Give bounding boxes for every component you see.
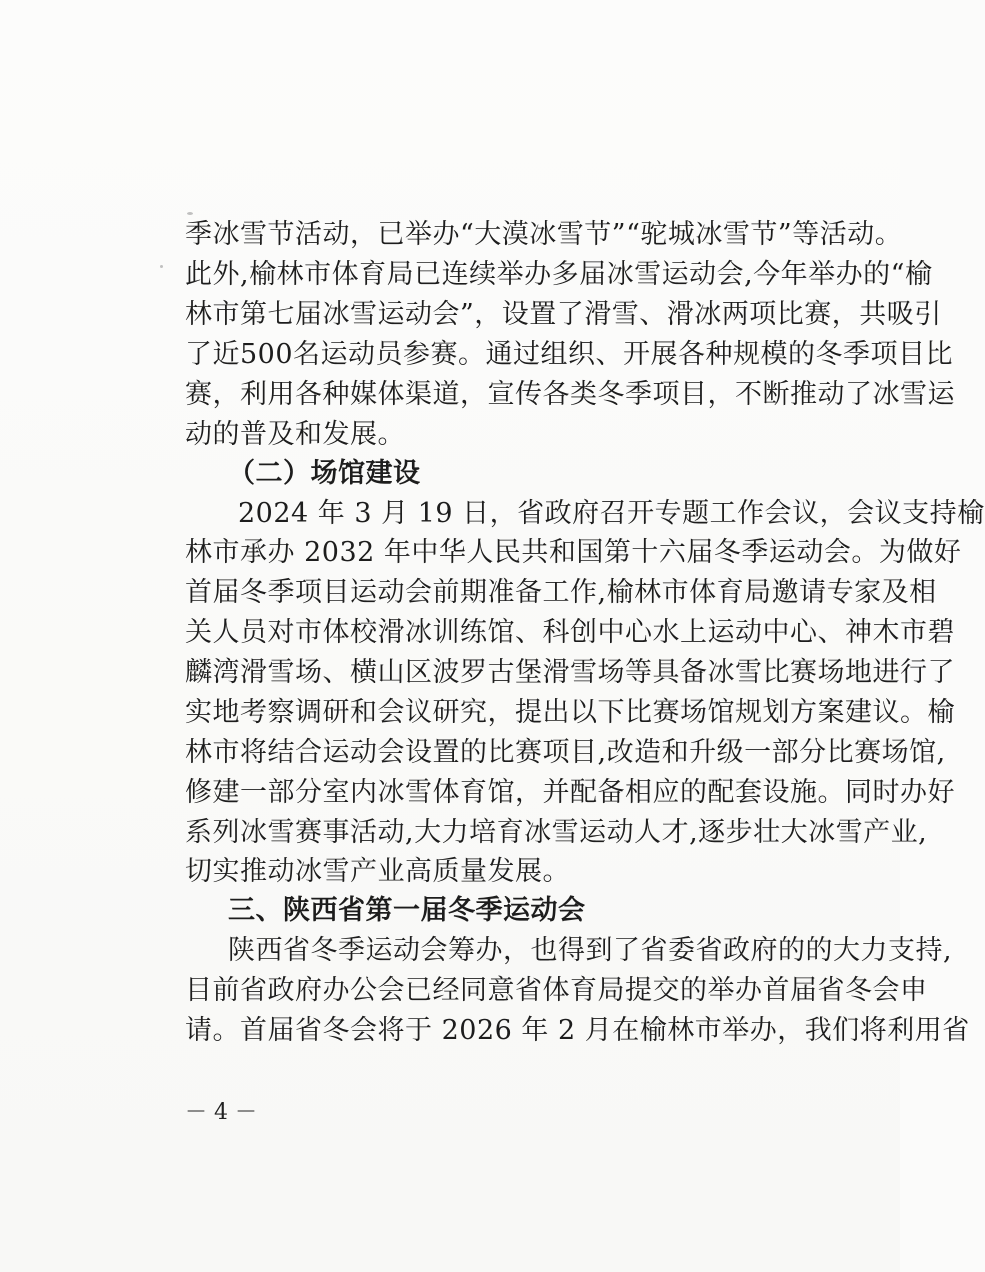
paragraph-line: 修建一部分室内冰雪体育馆，并配备相应的配套设施。同时办好 <box>185 777 955 808</box>
section-heading: 三、陕西省第一届冬季运动会 <box>228 895 586 926</box>
scan-speck <box>160 265 163 268</box>
paragraph-line: 季冰雪节活动，已举办“大漠冰雪节”“驼城冰雪节”等活动。 <box>185 219 903 250</box>
paragraph-line: 实地考察调研和会议研究，提出以下比赛场馆规划方案建议。榆 <box>185 697 955 728</box>
paragraph-line: 了近500名运动员参赛。通过组织、开展各种规模的冬季项目比 <box>185 339 954 370</box>
paragraph-line: 首届冬季项目运动会前期准备工作,榆林市体育局邀请专家及相 <box>185 577 937 608</box>
paragraph-line: 林市承办 2032 年中华人民共和国第十六届冬季运动会。为做好 <box>185 537 962 568</box>
paragraph-line: 切实推动冰雪产业高质量发展。 <box>185 856 570 887</box>
paragraph-line: 关人员对市体校滑冰训练馆、科创中心水上运动中心、神木市碧 <box>185 617 955 648</box>
paragraph-line: 赛，利用各种媒体渠道，宣传各类冬季项目，不断推动了冰雪运 <box>185 379 955 410</box>
paragraph-line: 系列冰雪赛事活动,大力培育冰雪运动人才,逐步壮大冰雪产业, <box>185 817 928 848</box>
paragraph-line: 此外,榆林市体育局已连续举办多届冰雪运动会,今年举办的“榆 <box>185 259 933 290</box>
paragraph-line: 林市将结合运动会设置的比赛项目,改造和升级一部分比赛场馆, <box>185 737 946 768</box>
paragraph-line: 请。首届省冬会将于 2026 年 2 月在榆林市举办，我们将利用省 <box>185 1015 970 1046</box>
paragraph-line: 2024 年 3 月 19 日，省政府召开专题工作会议，会议支持榆 <box>238 498 985 529</box>
section-heading: （二）场馆建设 <box>228 458 421 489</box>
paragraph-line: 陕西省冬季运动会筹办，也得到了省委省政府的的大力支持, <box>228 935 953 966</box>
page-number: － 4 － <box>185 1100 257 1125</box>
paragraph-line: 麟湾滑雪场、横山区波罗古堡滑雪场等具备冰雪比赛场地进行了 <box>185 657 955 688</box>
scan-speck <box>187 212 193 215</box>
paragraph-line: 动的普及和发展。 <box>185 419 405 450</box>
paragraph-line: 林市第七届冰雪运动会”，设置了滑雪、滑冰两项比赛，共吸引 <box>185 299 942 330</box>
paragraph-line: 目前省政府办公会已经同意省体育局提交的举办首届省冬会申 <box>185 975 928 1006</box>
